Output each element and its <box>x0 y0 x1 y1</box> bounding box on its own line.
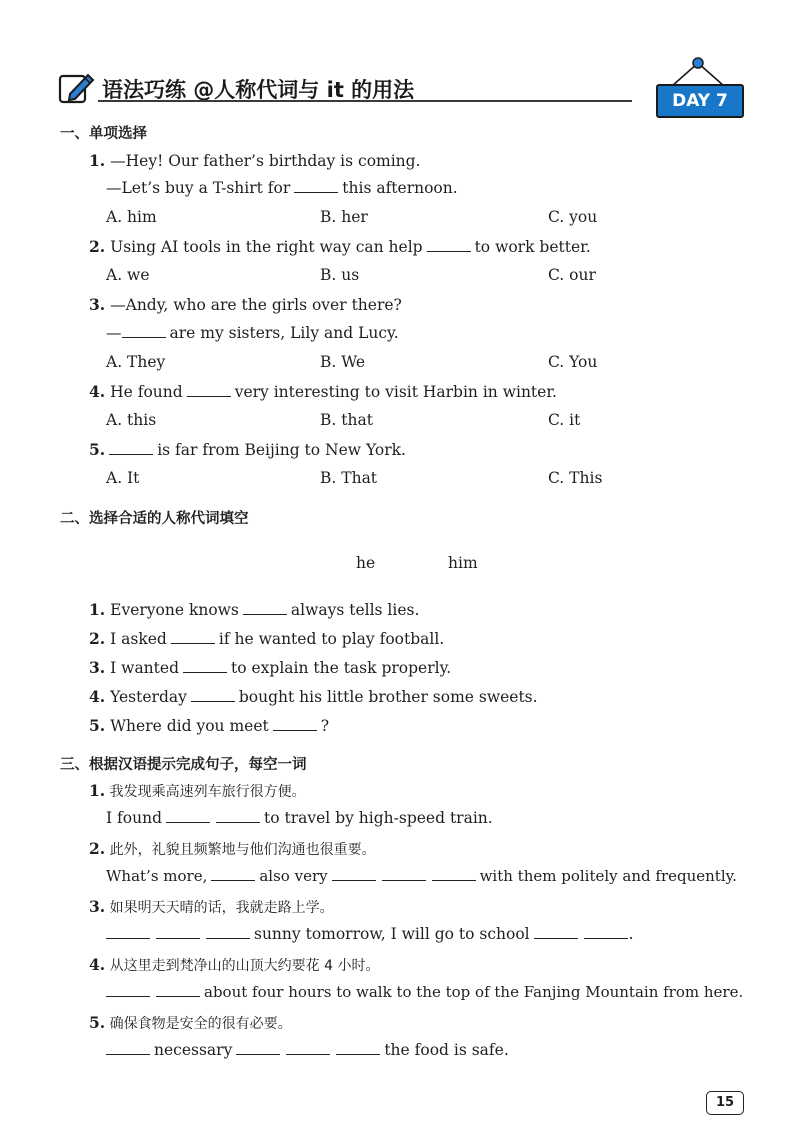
page-title: 语法巧练 @人称代词与 it 的用法 <box>102 78 415 102</box>
answer-blank[interactable] <box>206 926 250 939</box>
s1-q3-line1: 3. —Andy, who are the girls over there? <box>89 295 402 314</box>
s3-item-1-chinese: 1. 我发现乘高速列车旅行很方便。 <box>89 781 306 800</box>
answer-blank[interactable] <box>427 239 471 252</box>
answer-blank[interactable] <box>432 868 476 881</box>
s1-q3-option-a: A. They <box>106 353 166 371</box>
s1-q2-option-c: C. our <box>548 266 596 284</box>
s1-q1-option-a: A. him <box>106 208 157 226</box>
answer-blank[interactable] <box>294 180 338 193</box>
s1-q5-option-b: B. That <box>320 469 378 487</box>
answer-blank[interactable] <box>187 384 231 397</box>
s3-item-2-chinese: 2. 此外，礼貌且频繁地与他们沟通也很重要。 <box>89 839 376 858</box>
answer-blank[interactable] <box>106 1042 150 1055</box>
answer-blank[interactable] <box>286 1042 330 1055</box>
section2-heading: 二、选择合适的人称代词填空 <box>60 511 249 527</box>
s1-q1-line1: 1. —Hey! Our father’s birthday is coming. <box>89 151 421 170</box>
pencil-notebook-icon <box>58 70 96 106</box>
s1-q1-option-c: C. you <box>548 208 598 226</box>
s3-item-5-english: necessary the food is safe. <box>106 1041 509 1059</box>
answer-blank[interactable] <box>211 868 255 881</box>
answer-blank[interactable] <box>336 1042 380 1055</box>
s1-q1-line2: —Let’s buy a T-shirt for this afternoon. <box>106 179 458 197</box>
s1-q5-option-a: A. It <box>106 469 140 487</box>
page-number: 15 <box>706 1091 744 1115</box>
answer-blank[interactable] <box>156 984 200 997</box>
answer-blank[interactable] <box>216 810 260 823</box>
s3-item-4-chinese: 4. 从这里走到梵净山的山顶大约要花 4 小时。 <box>89 955 380 974</box>
answer-blank[interactable] <box>273 718 317 731</box>
answer-blank[interactable] <box>109 442 153 455</box>
answer-blank[interactable] <box>243 602 287 615</box>
day-badge: DAY 7 <box>656 84 744 118</box>
answer-blank[interactable] <box>584 926 628 939</box>
section3-heading: 三、根据汉语提示完成句子，每空一词 <box>60 757 307 773</box>
answer-blank[interactable] <box>236 1042 280 1055</box>
s1-q3-option-c: C. You <box>548 353 598 371</box>
s2-item-5: 5. Where did you meet ? <box>89 716 330 735</box>
s3-item-3-english: sunny tomorrow, I will go to school . <box>106 925 634 943</box>
s3-item-1-english: I found to travel by high-speed train. <box>106 809 493 827</box>
answer-blank[interactable] <box>122 325 166 338</box>
s2-item-4: 4. Yesterday bought his little brother some sweets. <box>89 687 538 706</box>
s2-item-2: 2. I asked if he wanted to play football. <box>89 629 445 648</box>
s1-q5-option-c: C. This <box>548 469 603 487</box>
word-bank-he: he <box>356 554 376 572</box>
answer-blank[interactable] <box>382 868 426 881</box>
s1-q3-option-b: B. We <box>320 353 366 371</box>
answer-blank[interactable] <box>166 810 210 823</box>
answer-blank[interactable] <box>171 631 215 644</box>
s1-q2-option-b: B. us <box>320 266 360 284</box>
s1-q2-option-a: A. we <box>106 266 150 284</box>
s2-item-1: 1. Everyone knows always tells lies. <box>89 600 420 619</box>
s1-q1-option-b: B. her <box>320 208 368 226</box>
s1-q4-option-b: B. that <box>320 411 373 429</box>
s3-item-4-english: about four hours to walk to the top of the Fanjing Mountain from here. <box>106 983 743 1001</box>
answer-blank[interactable] <box>106 926 150 939</box>
s1-q4-option-c: C. it <box>548 411 581 429</box>
s1-q3-line2: — are my sisters, Lily and Lucy. <box>106 324 399 342</box>
title-underline <box>98 100 632 102</box>
s2-item-3: 3. I wanted to explain the task properly. <box>89 658 452 677</box>
s1-q5-stem: 5. is far from Beijing to New York. <box>89 440 406 459</box>
answer-blank[interactable] <box>191 689 235 702</box>
word-bank-him: him <box>448 554 478 572</box>
s1-q4-option-a: A. this <box>106 411 157 429</box>
s3-item-5-chinese: 5. 确保食物是安全的很有必要。 <box>89 1013 292 1032</box>
answer-blank[interactable] <box>534 926 578 939</box>
section1-heading: 一、单项选择 <box>60 126 147 142</box>
s3-item-2-english: What’s more, also very with them politely and frequently. <box>106 867 737 885</box>
s1-q2-stem: 2. Using AI tools in the right way can help to work better. <box>89 237 591 256</box>
answer-blank[interactable] <box>156 926 200 939</box>
answer-blank[interactable] <box>106 984 150 997</box>
s3-item-3-chinese: 3. 如果明天天晴的话，我就走路上学。 <box>89 897 334 916</box>
answer-blank[interactable] <box>332 868 376 881</box>
answer-blank[interactable] <box>183 660 227 673</box>
s1-q4-stem: 4. He found very interesting to visit Harbin in winter. <box>89 382 557 401</box>
